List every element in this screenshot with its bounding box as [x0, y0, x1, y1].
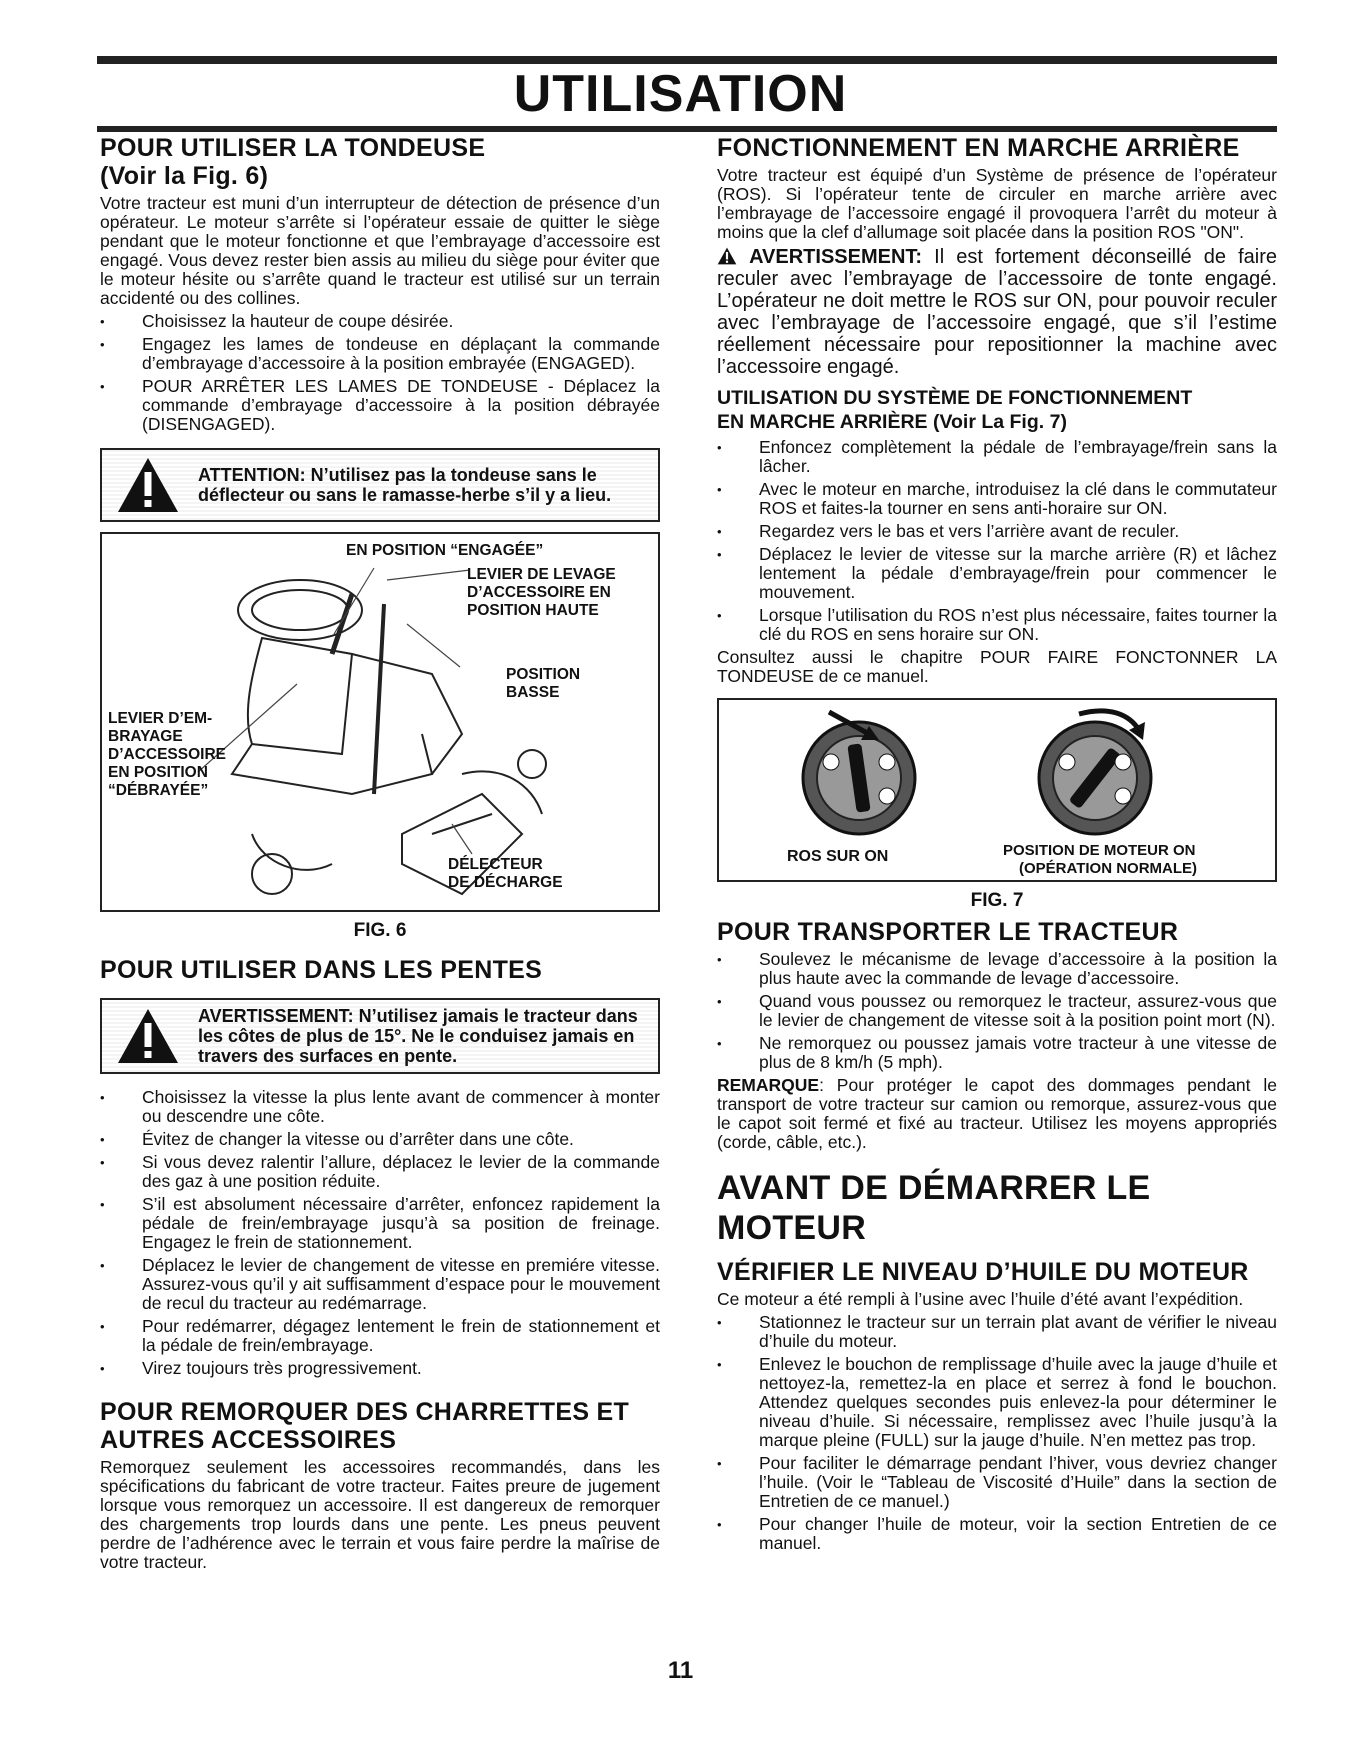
figure-6	[100, 532, 660, 912]
ignition-switch-drawing	[719, 700, 1275, 840]
towing-heading-line-2: AUTRES ACCESSOIRES	[100, 1426, 397, 1454]
list-item: • Pour changer l’huile de moteur, voir la section Entretien de ce manuel.	[717, 1515, 1277, 1553]
ros-bullet-list	[717, 438, 1277, 644]
mower-heading: POUR UTILISER LA TONDEUSE	[100, 134, 486, 162]
list-item: • Stationnez le tracteur sur un terrain plat avant de vérifier le niveau d’huile du moteur.	[717, 1313, 1277, 1351]
label-lift-line-2: D’ACCESSOIRE EN	[467, 584, 611, 601]
reverse-warning	[717, 246, 1277, 378]
label-low-line-1: POSITION	[506, 666, 581, 683]
label-clutch-line-3: D’ACCESSOIRE	[108, 746, 226, 763]
list-item: • Déplacez le levier de vitesse sur la marche arrière (R) et lâchez lentement la pédale d’embrayage/frein pour commencer le mouvement.	[717, 545, 1277, 602]
mower-subheading: (Voir la Fig. 6)	[100, 162, 269, 190]
left-column	[100, 134, 660, 1572]
figure-6-caption: FIG. 6	[353, 920, 407, 941]
list-item: • Ne remorquez ou poussez jamais votre tracteur à une vitesse de plus de 8 km/h (5 mph).	[717, 1034, 1277, 1072]
list-item: • S’il est absolument nécessaire d’arrêter, enfoncez rapidement la pédale de frein/embrayage jusqu’à sa position de freinage. Engagez le frein de stationnement.	[100, 1195, 660, 1252]
reverse-warning-text: Il est fortement déconseillé de faire reculer avec l’embrayage de l’accessoire de tonte engagé. L’opérateur ne doit mettre le ROS sur ON, pour pouvoir reculer avec l’embrayage de l’accessoire engagé, que s’il l’estime réellement nécessaire pour repositionner la machine avec l’accessoire engagé.	[717, 246, 1277, 378]
page-title: UTILISATION	[513, 65, 848, 123]
oil-heading: VÉRIFIER LE NIVEAU D’HUILE DU MOTEUR	[717, 1258, 1249, 1286]
start-heading: AVANT DE DÉMARRER LE MOTEUR	[717, 1169, 1151, 1247]
list-item: • Choisissez la vitesse la plus lente avant de commencer à monter ou descendre une côte.	[100, 1088, 660, 1126]
label-deflector-line-1: DÉLECTEUR	[448, 856, 543, 873]
label-engine-line-2: (OPÉRATION NORMALE)	[1019, 860, 1198, 877]
attention-text: ATTENTION: N’utilisez pas la tondeuse sans le déflecteur ou sans le ramasse-herbe s’il y a lieu.	[198, 465, 612, 505]
list-item: • Si vous devez ralentir l’allure, déplacez le levier de la commande des gaz à une position réduite.	[100, 1153, 660, 1191]
mower-bullet-list	[100, 312, 660, 434]
list-item: • Quand vous poussez ou remorquez le tracteur, assurez-vous que le levier de changement de vitesse soit à la position point mort (N).	[717, 992, 1277, 1030]
list-item: • Évitez de changer la vitesse ou d’arrêter dans une côte.	[100, 1130, 660, 1149]
list-item: • Enfoncez complètement la pédale de l’embrayage/frein sans la lâcher.	[717, 438, 1277, 476]
label-ros-on: ROS SUR ON	[787, 848, 889, 865]
warning-triangle-icon	[717, 247, 737, 265]
ros-heading-line-1: UTILISATION DU SYSTÈME DE FONCTIONNEMENT	[717, 387, 1193, 409]
transport-bullet-list	[717, 950, 1277, 1072]
list-item: • Pour redémarrer, dégagez lentement le frein de stationnement et la pédale de frein/embrayage.	[100, 1317, 660, 1355]
label-lift-line-1: LEVIER DE LEVAGE	[467, 566, 616, 583]
transport-note-label: REMARQUE	[717, 1075, 820, 1095]
right-column	[717, 134, 1277, 1557]
oil-bullet-list	[717, 1313, 1277, 1553]
list-item: • POUR ARRÊTER LES LAMES DE TONDEUSE - Déplacez la commande d’embrayage d’accessoire à la position débrayée (DISENGAGED).	[100, 377, 660, 434]
transport-note-text: : Pour protéger le capot des dommages pendant le transport de votre tracteur sur camion ou remorque, assurez-vous que le capot soit fermé et fixé au tracteur. Utilisez les moyens appropriés (corde, câble, etc.).	[717, 1075, 1277, 1152]
list-item: • Choisissez la hauteur de coupe désirée.	[100, 312, 660, 331]
list-item: • Engagez les lames de tondeuse en déplaçant la commande d’embrayage d’accessoire à la position embrayée (ENGAGED).	[100, 335, 660, 373]
label-engaged: EN POSITION “ENGAGÉE”	[346, 542, 544, 559]
slopes-warning-text: AVERTISSEMENT: N’utilisez jamais le tracteur dans les côtes de plus de 15°. Ne le conduisez jamais en travers des surfaces en pente.	[198, 1006, 638, 1066]
ros-heading-line-2: EN MARCHE ARRIÈRE (Voir La Fig. 7)	[717, 411, 1067, 433]
reverse-warning-label: AVERTISSEMENT:	[749, 246, 923, 268]
attention-box	[100, 448, 660, 522]
towing-heading-line-1: POUR REMORQUER DES CHARRETTES ET	[100, 1398, 630, 1426]
label-low-line-2: BASSE	[506, 684, 560, 701]
list-item: • Avec le moteur en marche, introduisez la clé dans le commutateur ROS et faites-la tourner en sens anti-horaire sur ON.	[717, 480, 1277, 518]
list-item: • Soulevez le mécanisme de levage d’accessoire à la position la plus haute avec la commande de levage d’accessoire.	[717, 950, 1277, 988]
list-item: • Enlevez le bouchon de remplissage d’huile avec la jauge d’huile et nettoyez-la, remettez-la en place et serrez à fond le bouchon. Attendez quelques secondes puis enlevez-la pour déterminer le niveau d’huile. Si nécessaire, remplissez avec l’huile jusqu’à la marque pleine (FULL) sur la jauge d’huile. N’en mettez pas trop.	[717, 1355, 1277, 1450]
ros-consult-text: Consultez aussi le chapitre POUR FAIRE FONCTONNER LA TONDEUSE de ce manuel.	[717, 647, 1277, 686]
transport-note	[717, 1076, 1277, 1152]
figure-7	[717, 698, 1277, 882]
label-clutch-line-1: LEVIER D’EM-	[108, 710, 213, 727]
label-clutch-line-5: “DÉBRAYÉE”	[108, 782, 209, 799]
label-engine-line-1: POSITION DE MOTEUR ON	[1003, 842, 1196, 859]
slopes-bullet-list	[100, 1088, 660, 1378]
label-lift-line-3: POSITION HAUTE	[467, 602, 599, 619]
list-item: • Déplacez le levier de changement de vitesse en premiére vitesse. Assurez-vous qu’il y ait suffisamment d’espace pour le mouvement de recul du tracteur au redémarrage.	[100, 1256, 660, 1313]
figure-7-caption: FIG. 7	[970, 890, 1024, 911]
label-deflector-line-2: DE DÉCHARGE	[448, 874, 563, 891]
label-clutch-line-2: BRAYAGE	[108, 728, 183, 745]
page-number: 11	[667, 1657, 694, 1684]
list-item: • Virez toujours très progressivement.	[100, 1359, 660, 1378]
mower-intro: Votre tracteur est muni d’un interrupteur de détection de présence d’un opérateur. Le moteur s’arrête si l’opérateur essaie de quitter le siège pendant que le moteur fonctionne et que l’embrayage d’accessoire est engagé. Vous devez rester bien assis au milieu du siège pour éviter que le moteur hésite ou s’arrête quand le tracteur est utilisé sur un terrain accidenté ou des collines.	[100, 193, 660, 308]
transport-heading: POUR TRANSPORTER LE TRACTEUR	[717, 918, 1179, 946]
oil-intro: Ce moteur a été rempli à l’usine avec l’huile d’été avant l’expédition.	[717, 1289, 1244, 1309]
header-rule-bottom	[97, 126, 1277, 132]
slopes-heading: POUR UTILISER DANS LES PENTES	[100, 956, 543, 984]
header-rule-top	[97, 56, 1277, 64]
warning-triangle-icon	[116, 456, 180, 514]
list-item: • Lorsque l’utilisation du ROS n’est plus nécessaire, faites tourner la clé du ROS en sens horaire sur ON.	[717, 606, 1277, 644]
reverse-intro: Votre tracteur est équipé d’un Système de présence de l’opérateur (ROS). Si l’opérateur tente de circuler en marche arrière avec l’embrayage de l’accessoire engagé il provoquera l’arrêt du moteur à moins que la clef d’allumage soit placée dans la position ROS "ON".	[717, 165, 1277, 242]
towing-text: Remorquez seulement les accessoires recommandés, dans les spécifications du fabricant de votre tracteur. Faites preure de jugement lorsque vous remorquez un accessoire. Il est dangereux de remorquer des chargements trop lourds dans une pente. Les pneus peuvent perdre de l’adhérence avec le terrain et vous faire perdre la maîrise de votre tracteur.	[100, 1457, 660, 1572]
slopes-warning-box	[100, 998, 660, 1074]
reverse-heading: FONCTIONNEMENT EN MARCHE ARRIÈRE	[717, 134, 1240, 162]
warning-triangle-icon	[116, 1007, 180, 1065]
label-clutch-line-4: EN POSITION	[108, 764, 208, 781]
list-item: • Pour faciliter le démarrage pendant l’hiver, vous devriez changer l’huile. (Voir le “Tableau de Viscosité d’Huile” dans la section de Entretien de ce manuel.)	[717, 1454, 1277, 1511]
list-item: • Regardez vers le bas et vers l’arrière avant de reculer.	[717, 522, 1277, 541]
